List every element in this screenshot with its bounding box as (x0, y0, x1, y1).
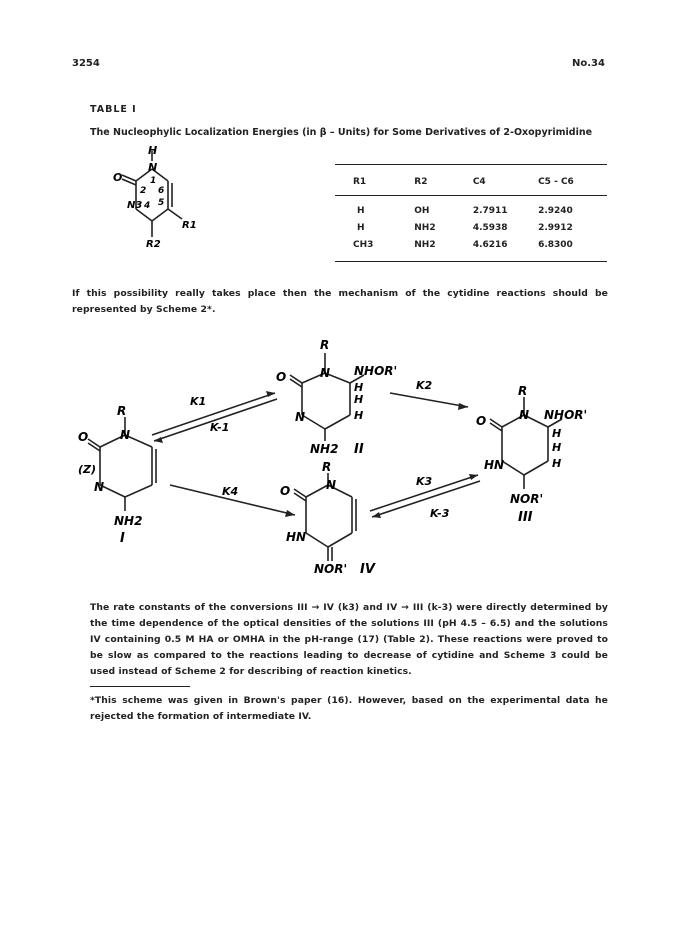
footnote: *This scheme was given in Brown's paper (16). However, based on the experimental data he rejected the formation of intermediate IV. (90, 695, 608, 722)
rate-k1: K1 (190, 395, 207, 408)
label-n1: N (148, 161, 158, 174)
II-label: II (354, 442, 364, 457)
rate-k2: K2 (416, 379, 433, 392)
III-o: O (476, 414, 487, 428)
data-table (335, 171, 607, 193)
III-h2: H (552, 441, 562, 454)
II-h1: H (354, 381, 364, 394)
table-row: H OH 2.7911 2.9240 (357, 205, 573, 216)
label-five: 5 (158, 198, 165, 208)
IV-hn: HN (286, 530, 307, 544)
table-row: CH3 NH2 4.6216 6.8300 (353, 239, 573, 250)
col-r2: R2 (414, 177, 428, 187)
label-o: O (113, 171, 123, 184)
rate-k-3: K-3 (430, 507, 450, 520)
table-label: TABLE I (90, 104, 137, 115)
I-label: I (120, 531, 125, 546)
col-c5-c6: C5 - C6 (538, 177, 574, 187)
page-number: 3254 (72, 58, 100, 69)
III-h1: H (552, 427, 562, 440)
III-r: R (518, 384, 528, 398)
IV-nor: NOR' (314, 562, 348, 576)
label-r2: R2 (146, 239, 161, 250)
paragraph-rate-constants: The rate constants of the conversions III → IV (k3) and IV → III (k-3) were directly determined by the time dependence of the optical densities of the solutions III (pH 4.5 – 6.5) and the solutions IV containing 0.5 M HA or OMHA in the pH-range (17) (Table 2). These reactions were proved to be slow as compared to the reactions leading to decrease of cytidine and Scheme 3 could be used instead of Scheme 2 for describing of reaction kinetics. (90, 602, 608, 677)
II-o: O (276, 370, 287, 384)
III-label: III (518, 510, 533, 525)
II-r: R (320, 338, 330, 352)
issue-number: No.34 (572, 58, 605, 69)
IV-label: IV (360, 562, 375, 577)
III-nor: NOR' (510, 492, 544, 506)
label-r1: R1 (182, 220, 197, 231)
I-nh2: NH2 (114, 514, 143, 528)
I-z: (Z) (78, 463, 97, 476)
I-n: N (120, 428, 131, 442)
II-n2: N (295, 410, 306, 424)
II-nhor: NHOR' (354, 364, 398, 378)
II-n: N (320, 366, 331, 380)
rate-k3: K3 (416, 475, 433, 488)
table-row: H NH2 4.5938 2.9912 (357, 222, 573, 233)
IV-r: R (322, 460, 332, 474)
label-two: 2 (140, 186, 147, 196)
table-caption: The Nucleophylic Localization Energies (in β – Units) for Some Derivatives of 2-Oxopyrimidine (90, 127, 593, 138)
III-nhor: NHOR' (544, 408, 588, 422)
III-h3: H (552, 457, 562, 470)
pyrimidine-structure (100, 145, 220, 250)
table-header-row (335, 171, 607, 193)
IV-o: O (280, 484, 291, 498)
label-one: 1 (150, 176, 157, 186)
col-c4: C4 (472, 177, 486, 187)
IV-n: N (326, 478, 337, 492)
III-hn: HN (484, 458, 505, 472)
label-six: 6 (158, 186, 165, 196)
III-n: N (519, 408, 530, 422)
I-n2: N (94, 480, 105, 494)
label-four: 4 (144, 201, 151, 211)
rate-k4: K4 (222, 485, 239, 498)
col-r1: R1 (353, 177, 367, 187)
rate-k-1: K-1 (210, 421, 230, 434)
II-h3: H (354, 409, 364, 422)
reaction-scheme (70, 335, 630, 585)
I-r: R (117, 404, 127, 418)
label-n3: N3 (127, 200, 143, 211)
data-table-wrapper (335, 164, 607, 262)
II-h2: H (354, 393, 364, 406)
footnote-rule (90, 686, 190, 687)
label-h: H (148, 145, 158, 157)
I-o: O (78, 430, 89, 444)
paragraph-scheme-intro: If this possibility really takes place then the mechanism of the cytidine reactions should be represented by Scheme 2*. (72, 288, 608, 315)
II-nh2: NH2 (310, 442, 339, 456)
